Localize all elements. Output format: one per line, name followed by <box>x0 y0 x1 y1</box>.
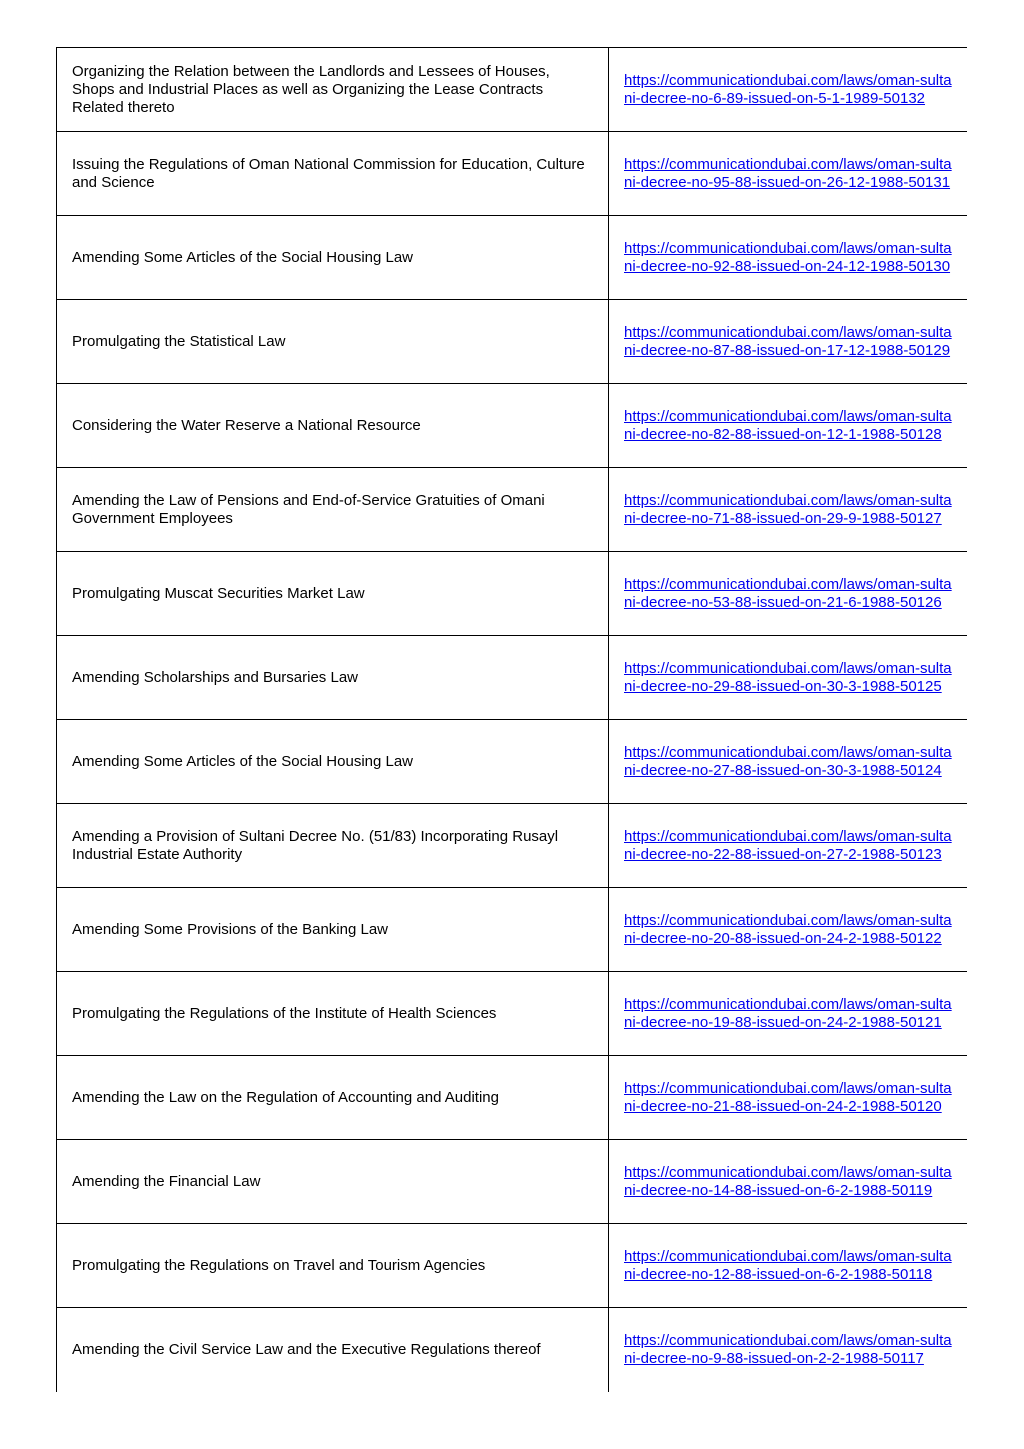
law-title: Amending the Civil Service Law and the Executive Regulations thereof <box>57 1308 609 1392</box>
table-row <box>57 972 968 1056</box>
laws-table <box>56 47 967 1392</box>
law-title: Amending a Provision of Sultani Decree No. (51/83) Incorporating Rusayl Industrial Estate Authority <box>57 804 609 888</box>
law-link[interactable]: https://communicationdubai.com/laws/oman-sultani-decree-no-71-88-issued-on-29-9-1988-50127 <box>624 491 952 527</box>
law-title: Organizing the Relation between the Landlords and Lessees of Houses, Shops and Industrial Places as well as Organizing the Lease Contracts Related thereto <box>57 48 609 132</box>
law-title: Promulgating the Regulations on Travel and Tourism Agencies <box>57 1224 609 1308</box>
law-link[interactable]: https://communicationdubai.com/laws/oman-sultani-decree-no-12-88-issued-on-6-2-1988-50118 <box>624 1247 952 1283</box>
law-title: Amending Some Articles of the Social Housing Law <box>57 720 609 804</box>
table-row <box>57 720 968 804</box>
table-row <box>57 48 968 132</box>
law-link[interactable]: https://communicationdubai.com/laws/oman-sultani-decree-no-95-88-issued-on-26-12-1988-50131 <box>624 155 952 191</box>
law-link[interactable]: https://communicationdubai.com/laws/oman-sultani-decree-no-19-88-issued-on-24-2-1988-50121 <box>624 995 952 1031</box>
law-title: Issuing the Regulations of Oman National Commission for Education, Culture and Science <box>57 132 609 216</box>
table-row <box>57 468 968 552</box>
law-link[interactable]: https://communicationdubai.com/laws/oman-sultani-decree-no-29-88-issued-on-30-3-1988-50125 <box>624 659 952 695</box>
law-title: Amending the Law on the Regulation of Accounting and Auditing <box>57 1056 609 1140</box>
table-row <box>57 804 968 888</box>
table-row <box>57 216 968 300</box>
law-title: Amending the Financial Law <box>57 1140 609 1224</box>
law-link[interactable]: https://communicationdubai.com/laws/oman-sultani-decree-no-22-88-issued-on-27-2-1988-50123 <box>624 827 952 863</box>
table-row <box>57 1056 968 1140</box>
law-link[interactable]: https://communicationdubai.com/laws/oman-sultani-decree-no-9-88-issued-on-2-2-1988-50117 <box>624 1331 952 1367</box>
law-title: Amending the Law of Pensions and End-of-Service Gratuities of Omani Government Employees <box>57 468 609 552</box>
table-row <box>57 636 968 720</box>
law-link[interactable]: https://communicationdubai.com/laws/oman-sultani-decree-no-27-88-issued-on-30-3-1988-50124 <box>624 743 952 779</box>
table-row <box>57 1224 968 1308</box>
law-link[interactable]: https://communicationdubai.com/laws/oman-sultani-decree-no-14-88-issued-on-6-2-1988-50119 <box>624 1163 952 1199</box>
law-title: Amending Some Articles of the Social Housing Law <box>57 216 609 300</box>
law-title: Promulgating the Statistical Law <box>57 300 609 384</box>
table-row <box>57 384 968 468</box>
table-row <box>57 1140 968 1224</box>
law-link[interactable]: https://communicationdubai.com/laws/oman-sultani-decree-no-92-88-issued-on-24-12-1988-50130 <box>624 239 952 275</box>
law-title: Amending Some Provisions of the Banking Law <box>57 888 609 972</box>
law-link[interactable]: https://communicationdubai.com/laws/oman-sultani-decree-no-20-88-issued-on-24-2-1988-50122 <box>624 911 952 947</box>
table-row <box>57 300 968 384</box>
law-title: Promulgating Muscat Securities Market Law <box>57 552 609 636</box>
law-link[interactable]: https://communicationdubai.com/laws/oman-sultani-decree-no-53-88-issued-on-21-6-1988-50126 <box>624 575 952 611</box>
table-row <box>57 552 968 636</box>
law-title: Considering the Water Reserve a National Resource <box>57 384 609 468</box>
document-page <box>56 47 967 1400</box>
law-title: Amending Scholarships and Bursaries Law <box>57 636 609 720</box>
law-link[interactable]: https://communicationdubai.com/laws/oman-sultani-decree-no-87-88-issued-on-17-12-1988-50129 <box>624 323 952 359</box>
law-title: Promulgating the Regulations of the Institute of Health Sciences <box>57 972 609 1056</box>
law-link[interactable]: https://communicationdubai.com/laws/oman-sultani-decree-no-21-88-issued-on-24-2-1988-50120 <box>624 1079 952 1115</box>
table-row <box>57 1308 968 1392</box>
law-link[interactable]: https://communicationdubai.com/laws/oman-sultani-decree-no-82-88-issued-on-12-1-1988-50128 <box>624 407 952 443</box>
table-row <box>57 132 968 216</box>
table-row <box>57 888 968 972</box>
law-link[interactable]: https://communicationdubai.com/laws/oman-sultani-decree-no-6-89-issued-on-5-1-1989-50132 <box>624 71 952 107</box>
